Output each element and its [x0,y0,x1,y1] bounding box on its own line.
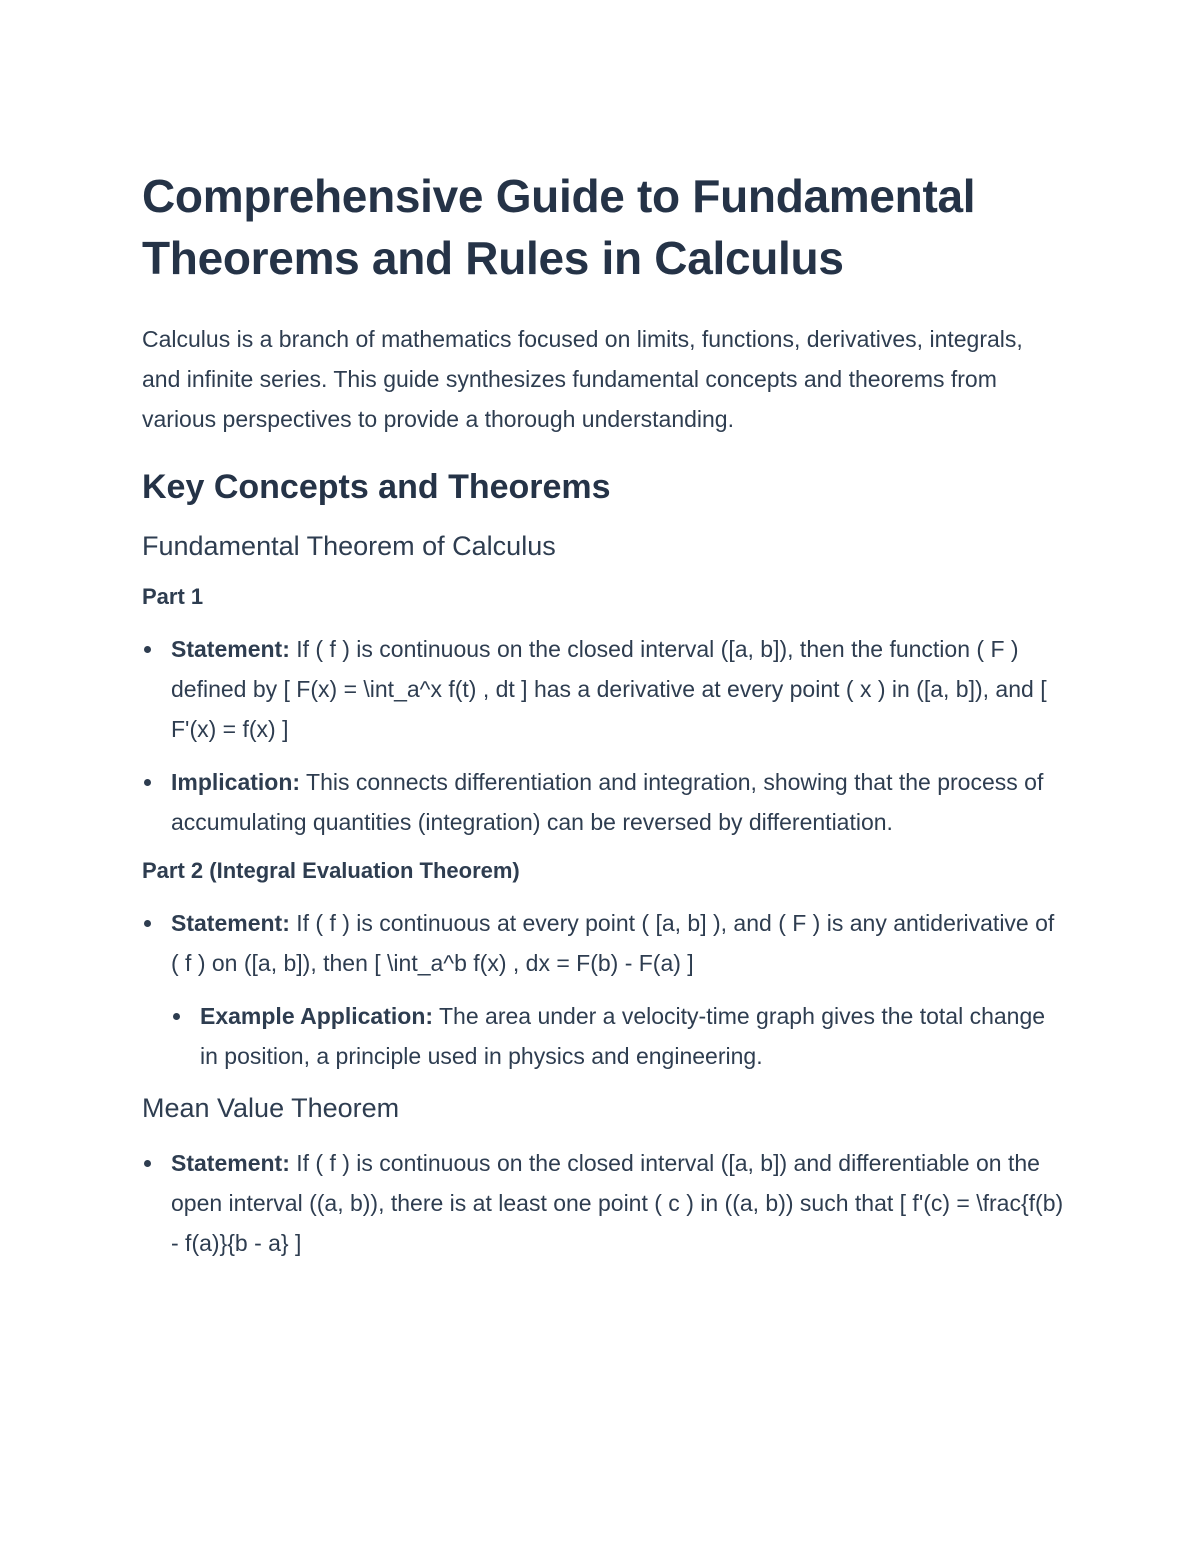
intro-paragraph: Calculus is a branch of mathematics focused on limits, functions, derivatives, integrals, and infinite series. This guide synthesizes fundamental concepts and theorems from various perspectives to provide a thorough understanding. [142,326,1023,432]
list-item-part1-implication [142,762,1067,842]
statement-text: If ( f ) is continuous at every point ( [a, b] ), and ( F ) is any antiderivative of ( f ) on ([a, b]), then [ \int_a^b f(x) , dx = F(b) - F(a) ] [171,910,1055,976]
part1-heading: Part 1 [142,584,204,609]
part1-list [142,629,1067,842]
mvt-list [142,1143,1067,1263]
implication-label: Implication: [171,769,301,795]
statement-label: Statement: [171,636,290,662]
example-label: Example Application: [200,1003,434,1029]
statement-label: Statement: [171,910,290,936]
statement-text: If ( f ) is continuous on the closed interval ([a, b]), then the function ( F ) defined by [ F(x) = \int_a^x f(t) , dt ] has a derivative at every point ( x ) in ([a, b]), and [ F'(x) = f(x) ] [171,636,1047,742]
statement-label: Statement: [171,1150,290,1176]
statement-text: If ( f ) is continuous on the closed interval ([a, b]) and differentiable on the open interval ((a, b)), there is at least one point ( c ) in ((a, b)) such that [ f'(c) = \frac{f(b) - f(a)}{b - a} ] [171,1150,1064,1256]
part2-list [142,903,1067,1076]
example-text: The area under a velocity-time graph gives the total change in position, a principle used in physics and engineering. [200,1003,1046,1069]
document-page [142,165,1067,1276]
part2-sublist [171,996,1067,1076]
list-item-mvt-statement [142,1143,1067,1263]
list-item-part2-statement [142,903,1067,1076]
subsection-heading-ftc: Fundamental Theorem of Calculus [142,531,556,561]
section-heading-key-concepts: Key Concepts and Theorems [142,468,611,506]
page-title: Comprehensive Guide to Fundamental Theorems and Rules in Calculus [142,170,976,284]
subsection-heading-mvt: Mean Value Theorem [142,1093,400,1123]
list-item-part1-statement [142,629,1067,749]
implication-text: This connects differentiation and integration, showing that the process of accumulating quantities (integration) can be reversed by differentiation. [171,769,1044,835]
list-item-example-application [171,996,1067,1076]
part2-heading: Part 2 (Integral Evaluation Theorem) [142,858,520,883]
